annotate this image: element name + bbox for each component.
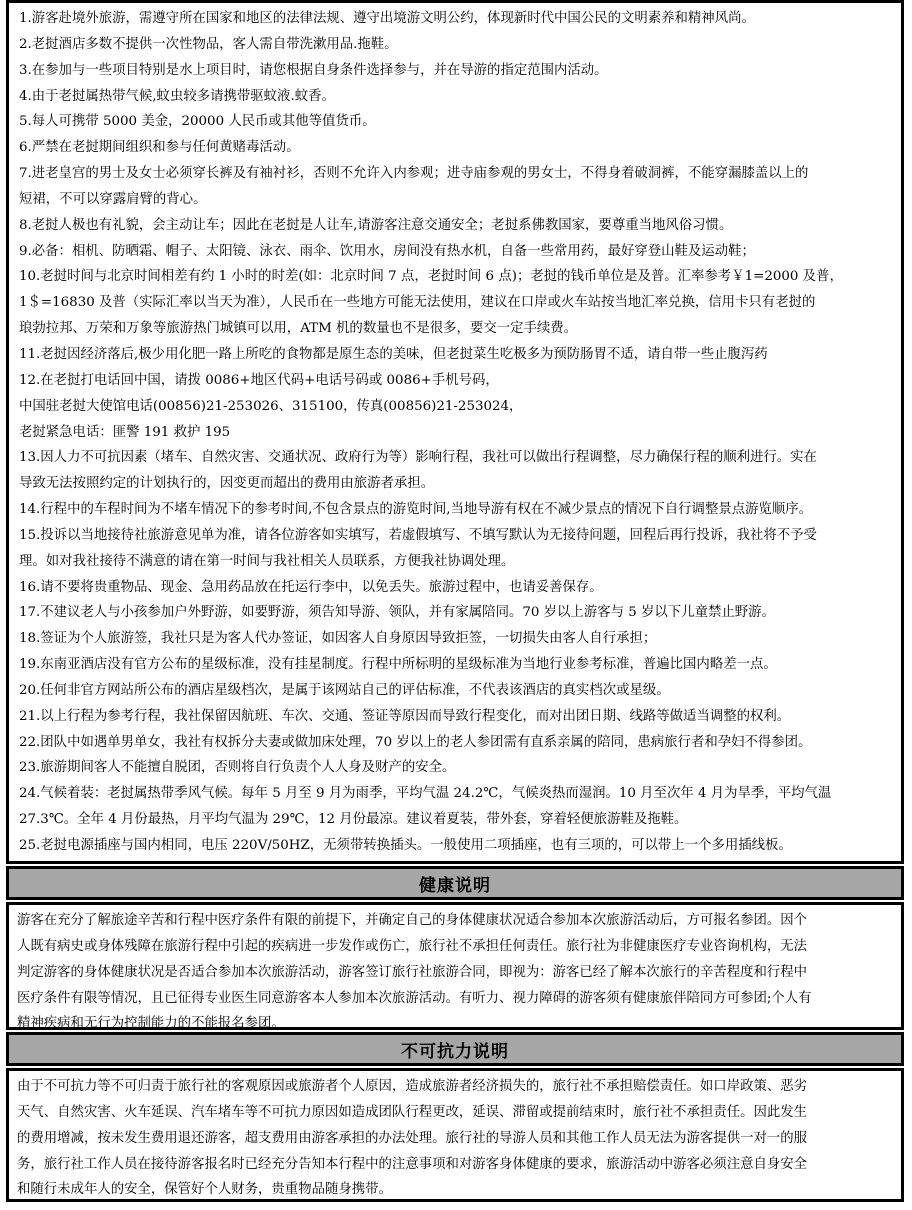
- note-line: 14.行程中的车程时间为不堵车情况下的参考时间,不包含景点的游览时间,当地导游有权在不减少景点的情况下自行调整景点游览顺序。: [19, 502, 813, 518]
- note-line: 17.不建议老人与小孩参加户外野游，如要野游，须告知导游、领队，并有家属陪同。70 岁以上游客与 5 岁以下儿童禁止野游。: [19, 605, 775, 621]
- force-majeure-line: 由于不可抗力等不可归责于旅行社的客观原因或旅游者个人原因，造成旅游者经济损失的，旅行社不承担赔偿责任。如口岸政策、恶劣: [17, 1079, 808, 1094]
- note-line: 23.旅游期间客人不能擅自脱团，否则将自行负责个人人身及财产的安全。: [19, 760, 456, 776]
- travel-notes-section: [6, 0, 904, 864]
- note-line: 12.在老挝打电话回中国，请拨 0086+地区代码+电话号码或 0086+手机号码，: [19, 372, 499, 388]
- note-line: 21.以上行程为参考行程，我社保留因航班、车次、交通、签证等原因而导致行程变化，而对出团日期、线路等做适当调整的权利。: [19, 708, 791, 724]
- note-line: 11.老挝因经济落后,极少用化肥一路上所吃的食物都是原生态的美味，但老挝菜生吃极多为预防肠胃不适，请自带一些止腹泻药: [19, 346, 768, 362]
- force-majeure-section: [6, 1068, 904, 1202]
- note-line: 27.3℃。全年 4 月份最热，月平均气温为 29℃，12 月份最凉。建议着夏装，带外套，穿着轻便旅游鞋及拖鞋。: [19, 812, 688, 828]
- health-section-header: [6, 866, 904, 900]
- force-majeure-line: 天气、自然灾害、火车延误、汽车堵车等不可抗力原因如造成团队行程更改，延误、滞留或提前结束时，旅行社不承担责任。因此发生: [17, 1104, 808, 1120]
- health-line: 人既有病史或身体残障在旅游行程中引起的疾病进一步发作或伤亡，旅行社不承担任何责任。旅行社为非健康医疗专业咨询机构，无法: [17, 938, 808, 954]
- note-line: 导致无法按照约定的计划执行的，因变更而超出的费用由旅游者承担。: [19, 476, 435, 492]
- health-section-title: 健康说明: [419, 875, 491, 896]
- health-line: 精神疾病和无行为控制能力的不能报名参团。: [17, 1016, 285, 1032]
- note-line: 3.在参加与一些项目特别是水上项目时，请您根据自身条件选择参与，并在导游的指定范围内活动。: [19, 62, 608, 78]
- note-line: 25.老挝电源插座与国内相同，电压 220V/50HZ，无须带转换插头。一般使用二项插座，也有三项的，可以带上一个多用插线板。: [19, 838, 792, 853]
- note-line: 1.游客赴境外旅游，需遵守所在国家和地区的法律法规、遵守出境游文明公约，体现新时代中国公民的文明素养和精神风尚。: [19, 11, 755, 26]
- note-line: 理。如对我社接待不满意的请在第一时间与我社相关人员联系，方便我社协调处理。: [19, 553, 515, 569]
- note-line: 19.东南亚酒店没有官方公布的星级标准，没有挂星制度。行程中所标明的星级标准为当地行业参考标准，普遍比国内略差一点。: [19, 657, 777, 673]
- force-majeure-line: 务，旅行社工作人员在接待游客报名时已经充分告知本行程中的注意事项和对游客身体健康的要求，旅游活动中游客必须注意自身安全: [17, 1156, 808, 1172]
- document-sheet: [6, 0, 904, 1208]
- note-line: 18.签证为个人旅游签，我社只是为客人代办签证，如因客人自身原因导致拒签，一切损失由客人自行承担；: [19, 631, 657, 647]
- note-line: 8.老挝人极也有礼貌，会主动让车；因此在老挝是人让车,请游客注意交通安全；老挝系佛教国家，要尊重当地风俗习惯。: [19, 217, 733, 233]
- health-section: [6, 902, 904, 1030]
- note-line: 1＄=16830 及普（实际汇率以当天为准），人民币在一些地方可能无法使用，建议在口岸或火车站按当地汇率兑换，信用卡只有老挝的: [19, 295, 816, 311]
- force-majeure-line: 和随行未成年人的安全，保管好个人财务，贵重物品随身携带。: [17, 1182, 392, 1198]
- health-line: 游客在充分了解旅途辛苦和行程中医疗条件有限的前提下，并确定自己的身体健康状况适合参加本次旅游活动后，方可报名参团。因个: [17, 913, 808, 928]
- note-line: 16.请不要将贵重物品、现金、急用药品放在托运行李中，以免丢失。旅游过程中，也请妥善保存。: [19, 579, 603, 595]
- note-line: 5.每人可携带 5000 美金，20000 人民币或其他等值货币。: [19, 114, 376, 130]
- force-majeure-section-header: [6, 1032, 904, 1066]
- note-line: 13.因人力不可抗因素（堵车、自然灾害、交通状况、政府行为等）影响行程，我社可以做出行程调整，尽力确保行程的顺利进行。实在: [19, 450, 817, 466]
- health-line: 判定游客的身体健康状况是否适合参加本次旅游活动，游客签订旅行社旅游合同，即视为：游客已经了解本次旅行的辛苦程度和行程中: [17, 964, 808, 980]
- note-line: 4.由于老挝属热带气候,蚊虫较多请携带驱蚊液.蚊香。: [19, 88, 335, 104]
- note-line: 20.任何非官方网站所公布的酒店星级档次，是属于该网站自己的评估标准，不代表该酒店的真实档次或星级。: [19, 682, 670, 698]
- force-majeure-line: 的费用增减，按未发生费用退还游客，超支费用由游客承担的办法处理。旅行社的导游人员和其他工作人员无法为游客提供一对一的服: [17, 1130, 808, 1146]
- health-line: 医疗条件有限等情况，且已征得专业医生同意游客本人参加本次旅游活动。有听力、视力障碍的游客须有健康旅伴陪同方可参团;个人有: [17, 990, 812, 1006]
- note-line: 15.投诉以当地接待社旅游意见单为准，请各位游客如实填写，若虚假填写、不填写默认为无接待问题，回程后再行投诉，我社将不予受: [19, 527, 817, 543]
- note-line: 老挝紧急电话：匪警 191 救护 195: [19, 424, 231, 440]
- note-line: 琅勃拉邦、万荣和万象等旅游热门城镇可以用，ATM 机的数量也不是很多，要交一定手续费。: [19, 321, 578, 337]
- note-line: 2.老挝酒店多数不提供一次性物品，客人需自带洗漱用品.拖鞋。: [19, 36, 398, 52]
- note-line: 中国驻老挝大使馆电话(00856)21-253026、315100，传真(00856)21-253024，: [19, 398, 523, 414]
- note-line: 22.团队中如遇单男单女，我社有权拆分夫妻或做加床处理，70 岁以上的老人参团需有直系亲属的陪同，患病旅行者和孕妇不得参团。: [19, 734, 812, 750]
- note-line: 9.必备：相机、防晒霜、帽子、太阳镜、泳衣、雨伞、饮用水，房间没有热水机，自备一些常用药，最好穿登山鞋及运动鞋；: [19, 243, 755, 259]
- note-line: 10.老挝时间与北京时间相差有约 1 小时的时差(如：北京时间 7 点，老挝时间 6 点)；老挝的钱币单位是及普。汇率参考￥1=2000 及普，: [19, 269, 843, 285]
- note-line: 6.严禁在老挝期间组织和参与任何黄赌毒活动。: [19, 140, 300, 156]
- note-line: 7.进老皇宫的男士及女士必须穿长裤及有袖衬衫，否则不允许入内参观；进寺庙参观的男女士，不得身着破洞裤，不能穿漏膝盖以上的: [19, 166, 809, 182]
- note-line: 24.气候着装：老挝属热带季风气候。每年 5 月至 9 月为雨季，平均气温 24.2℃，气候炎热而湿润。10 月至次年 4 月为旱季，平均气温: [19, 786, 832, 802]
- force-majeure-section-title: 不可抗力说明: [401, 1041, 509, 1062]
- note-line: 短裙，不可以穿露肩臂的背心。: [19, 191, 207, 207]
